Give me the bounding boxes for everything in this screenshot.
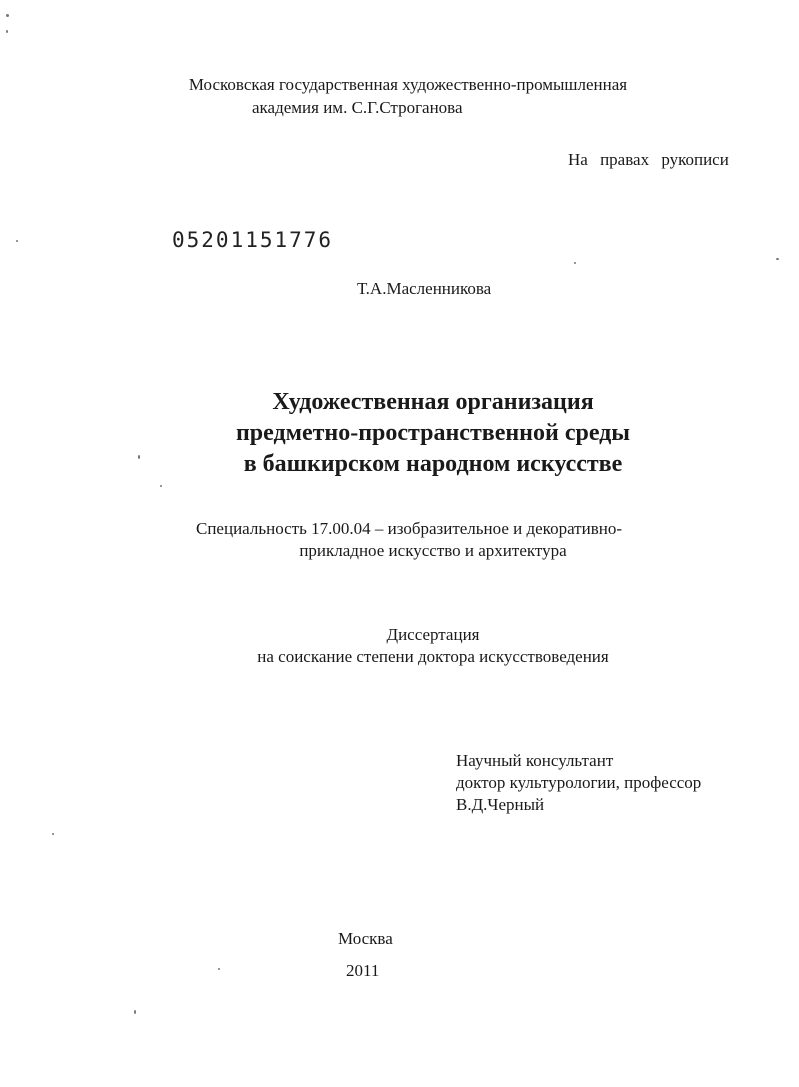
catalog-code: 05201151776 [172,228,334,252]
publication-city: Москва [338,929,393,948]
specialty-line1: Специальность 17.00.04 – изобразительное и декоративно- [196,519,622,538]
scan-speck [218,968,220,970]
scan-speck [6,14,9,17]
institution-name-line1: Московская государственная художественно-промышленная [188,75,628,94]
title-line2: предметно-пространственной среды [235,420,631,446]
dissertation-degree: на соискание степени доктора искусствоведения [257,647,609,666]
institution-name-line2: академия им. С.Г.Строганова [252,98,463,117]
scan-speck [160,485,162,487]
publication-year: 2011 [346,961,380,980]
specialty-line2: прикладное искусство и архитектура [299,541,567,560]
rights-note: На правах рукописи [568,150,729,169]
scan-speck [6,30,8,33]
dissertation-title [0,387,799,480]
consultant-title: доктор культурологии, профессор [456,773,702,792]
consultant-name: В.Д.Черный [456,795,545,814]
dissertation-type: Диссертация [386,625,480,644]
author-name: Т.А.Масленникова [357,279,492,298]
scan-speck [776,258,779,260]
scan-speck [16,240,18,242]
scan-speck [52,833,54,835]
title-line3: в башкирском народном искусстве [243,451,623,477]
title-line1: Художественная организация [272,389,594,415]
consultant-label: Научный консультант [456,751,614,770]
scan-speck [138,455,140,459]
scan-speck [134,1010,136,1014]
scan-speck [574,262,576,264]
